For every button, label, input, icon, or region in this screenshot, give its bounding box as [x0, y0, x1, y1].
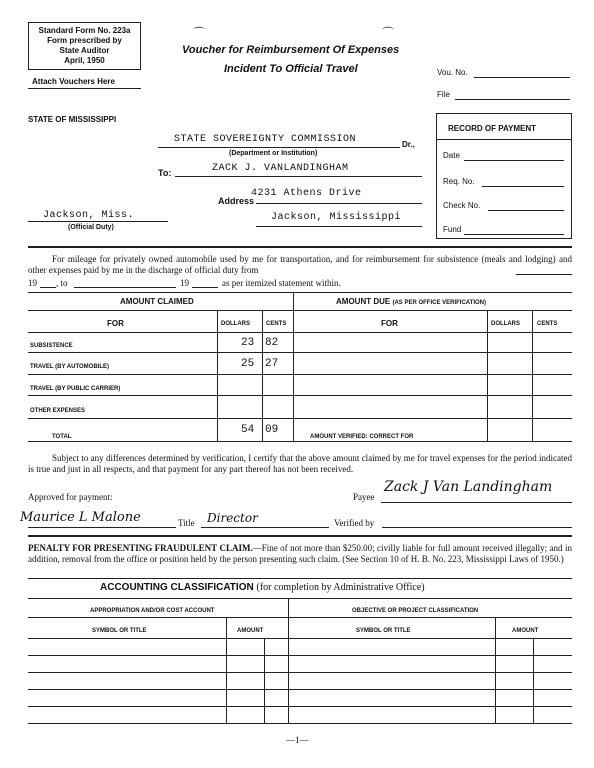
approver-line[interactable]	[28, 527, 176, 528]
punch-mark-right: ⌒	[382, 26, 395, 40]
address-line1-rule	[256, 203, 422, 204]
row-total-cents: 09	[265, 424, 279, 436]
period-to-line[interactable]	[74, 287, 176, 288]
accounting-top-rule	[28, 578, 572, 579]
col-header-rule	[28, 332, 572, 333]
amount-header-rule	[28, 310, 572, 311]
row-total-dollars: 54	[241, 424, 255, 436]
row-rule-1	[28, 352, 572, 353]
accounting-row-1[interactable]	[28, 655, 572, 656]
penalty-body: —Fine of not more than $250.00; civilly liable for full amount received illegally; and in addition, removal from the office or position held by the person presenting such claim. (See Section 10 of H. B. No. 223, Mississippi Laws of 1950.)	[28, 543, 572, 564]
attach-line	[28, 88, 141, 89]
file-line[interactable]	[455, 99, 570, 100]
official-duty-value: Jackson, Miss.	[43, 210, 135, 221]
right-amount-header: AMOUNT	[512, 628, 539, 634]
claimed-col-for: FOR	[107, 319, 124, 328]
form-auditor: State Auditor	[59, 46, 110, 55]
record-check-line[interactable]	[488, 210, 564, 211]
file-label: File	[437, 90, 450, 99]
department-dr: Dr.,	[402, 140, 415, 149]
record-date-line[interactable]	[464, 160, 564, 161]
row-total-label: TOTAL	[52, 434, 72, 440]
record-fund-label: Fund	[443, 225, 462, 234]
to-line	[175, 176, 422, 177]
row-subsistence-cents: 82	[265, 337, 279, 349]
claimed-cents-divider	[262, 310, 263, 441]
record-of-payment-title: RECORD OF PAYMENT	[448, 124, 537, 133]
period-to: , to	[56, 278, 68, 288]
row-subsistence-dollars: 23	[241, 337, 255, 349]
accounting-bottom-rule	[28, 723, 572, 724]
voucher-title: Voucher for Reimbursement Of Expenses	[182, 44, 400, 56]
from-line[interactable]	[516, 274, 572, 275]
period-nineteen-2: 19	[180, 278, 189, 288]
accounting-row-4[interactable]	[28, 706, 572, 707]
to-label: To:	[158, 168, 172, 178]
attach-vouchers: Attach Vouchers Here	[32, 77, 115, 86]
voucher-subtitle: Incident To Official Travel	[224, 63, 358, 75]
payee-line[interactable]	[381, 502, 572, 503]
amount-top-rule	[28, 292, 572, 293]
accounting-subtitle: (for completion by Administrative Office)	[256, 582, 425, 593]
row-travel-public-label: TRAVEL (BY PUBLIC CARRIER)	[30, 386, 121, 392]
period-tail: as per itemized statement within.	[222, 278, 341, 288]
title-value: Director	[207, 511, 258, 525]
verified-label: Verified by	[334, 518, 375, 528]
official-duty-caption: (Official Duty)	[68, 224, 114, 231]
vou-no-line[interactable]	[474, 77, 570, 78]
record-title-rule	[436, 139, 572, 140]
period-nineteen-1: 19	[28, 278, 37, 288]
title-label: Title	[178, 518, 195, 528]
right-cents-divider	[533, 638, 534, 724]
row-travel-auto-cents: 27	[265, 358, 279, 370]
left-cents-divider	[264, 638, 265, 724]
claimed-dollars-divider	[217, 310, 218, 441]
left-amount-header: AMOUNT	[237, 628, 264, 634]
claimed-col-dollars: DOLLARS	[221, 321, 250, 327]
amount-verified-label: AMOUNT VERIFIED: CORRECT FOR	[310, 434, 414, 440]
official-duty-line	[28, 221, 168, 222]
address-label: Address	[218, 196, 255, 206]
verified-line[interactable]	[382, 527, 572, 528]
due-col-for: FOR	[381, 319, 398, 328]
title-line[interactable]	[201, 527, 329, 528]
amount-claimed-header: AMOUNT CLAIMED	[120, 297, 194, 306]
record-fund-line[interactable]	[464, 234, 564, 235]
payee-name: ZACK J. VANLANDINGHAM	[212, 163, 349, 174]
right-symbol-header: SYMBOL OR TITLE	[356, 628, 411, 634]
state-label: STATE OF MISSISSIPPI	[28, 115, 117, 124]
record-req-line[interactable]	[482, 186, 564, 187]
due-dollars-divider	[487, 310, 488, 441]
claimed-col-cents: CENTS	[266, 321, 287, 327]
department-value: STATE SOVEREIGNTY COMMISSION	[174, 134, 357, 145]
section-divider	[28, 246, 572, 248]
form-date: April, 1950	[64, 56, 105, 65]
amount-bottom-rule	[28, 441, 572, 442]
form-number: Standard Form No. 223a	[38, 26, 131, 35]
form-prescribed: Form prescribed by	[47, 36, 122, 45]
record-req-label: Req. No.	[443, 177, 475, 186]
row-rule-2	[28, 374, 572, 375]
address-line2: Jackson, Mississippi	[271, 212, 402, 223]
penalty-top-rule	[28, 535, 572, 537]
punch-mark-left: ⌒	[193, 26, 206, 40]
accounting-col-rule	[28, 638, 572, 639]
payee-label: Payee	[353, 492, 375, 502]
left-symbol-header: SYMBOL OR TITLE	[92, 628, 147, 634]
department-line	[158, 147, 400, 148]
mileage-statement: For mileage for privately owned automobile used by me for transportation, and for reimbursement for subsistence (meals and lodging) and other expenses paid by me in the discharge of official duty from	[28, 254, 572, 275]
penalty-heading: PENALTY FOR PRESENTING FRAUDULENT CLAIM.	[28, 543, 253, 553]
row-rule-4	[28, 418, 572, 419]
accounting-title-rule	[28, 598, 572, 599]
accounting-left-header: APPROPRIATION AND/OR COST ACCOUNT	[90, 608, 215, 614]
certify-statement: Subject to any differences determined by verification, I certify that the above amount claimed by me for travel expenses for the period indicated is true and just in all respects, and that payment for any part thereof has not been received.	[28, 453, 572, 474]
record-date-label: Date	[443, 151, 460, 160]
right-amount-divider	[495, 617, 496, 724]
period-year2-line[interactable]	[192, 287, 218, 288]
row-rule-3	[28, 395, 572, 396]
row-subsistence-label: SUBSISTENCE	[30, 343, 73, 349]
page-number: —1—	[286, 735, 309, 745]
due-col-cents: CENTS	[537, 321, 558, 327]
vou-no-label: Vou. No.	[437, 68, 468, 77]
left-amount-divider	[226, 617, 227, 724]
department-caption: (Department or Institution)	[229, 150, 318, 157]
row-travel-auto-label: TRAVEL (BY AUTOMOBILE)	[30, 364, 110, 370]
accounting-header-rule	[28, 617, 572, 618]
record-check-label: Check No.	[443, 201, 481, 210]
accounting-right-header: OBJECTIVE OR PROJECT CLASSIFICATION	[352, 608, 479, 614]
due-cents-divider	[532, 310, 533, 441]
row-other-label: OTHER EXPENSES	[30, 408, 86, 414]
accounting-title: ACCOUNTING CLASSIFICATION	[100, 582, 254, 593]
approver-signature: Maurice L Malone	[20, 510, 141, 525]
accounting-title-row	[100, 582, 425, 593]
payee-signature: Zack J Van Landingham	[384, 479, 553, 495]
address-line1: 4231 Athens Drive	[251, 188, 362, 199]
row-travel-auto-dollars: 25	[241, 358, 255, 370]
period-year1-line[interactable]	[40, 287, 56, 288]
penalty-text	[28, 543, 572, 565]
amount-due-header: AMOUNT DUE (AS PER OFFICE VERIFICATION)	[336, 297, 487, 306]
accounting-row-3[interactable]	[28, 689, 572, 690]
approved-label: Approved for payment:	[28, 492, 113, 502]
accounting-row-2[interactable]	[28, 672, 572, 673]
address-line2-rule	[256, 226, 422, 227]
due-col-dollars: DOLLARS	[491, 321, 520, 327]
